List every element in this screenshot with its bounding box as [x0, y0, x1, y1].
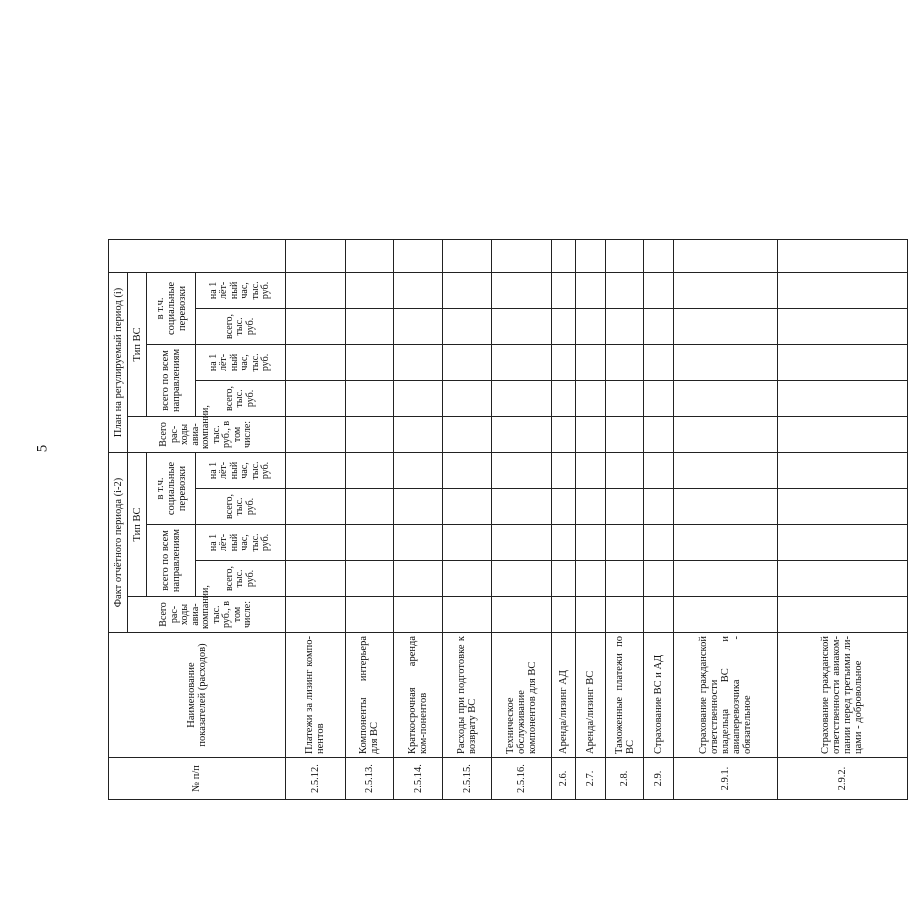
empty-cell [576, 561, 606, 597]
plan-soc-hour-header: на 1 лёт-ный час, тыс. руб. [196, 272, 286, 308]
table-row [777, 239, 907, 799]
table-row [606, 239, 644, 799]
empty-cell [777, 380, 907, 416]
empty-cell [777, 272, 907, 308]
empty-cell [644, 272, 674, 308]
empty-cell [644, 239, 674, 272]
empty-cell [644, 308, 674, 344]
empty-cell [606, 452, 644, 488]
empty-cell [285, 344, 345, 380]
empty-cell [394, 272, 443, 308]
name-header: Наименование показателей (расходов) [109, 633, 286, 758]
empty-cell [285, 380, 345, 416]
empty-cell [777, 416, 907, 452]
row-name: Страхование ВС и АД [644, 633, 674, 758]
rotated-table-frame [108, 240, 908, 800]
empty-cell [777, 239, 907, 272]
empty-cell [394, 308, 443, 344]
empty-cell [606, 272, 644, 308]
fact-social-header: в т.ч. социальные перевозки [147, 452, 196, 524]
empty-cell [674, 239, 777, 272]
empty-cell [492, 525, 552, 561]
plan-social-header: в т.ч. социальные перевозки [147, 272, 196, 344]
empty-cell [345, 452, 394, 488]
empty-cell [285, 416, 345, 452]
empty-cell [777, 597, 907, 633]
empty-cell [443, 308, 492, 344]
plan-all-hour-header: на 1 лёт-ный час, тыс. руб. [196, 344, 286, 380]
empty-cell [576, 525, 606, 561]
plan-soc-total-header: всего, тыс. руб. [196, 308, 286, 344]
num-header: № п/п [109, 758, 286, 800]
fact-type-header: Тип ВС [128, 452, 147, 596]
fact-header: Факт отчётного периода (i-2) [109, 452, 128, 632]
empty-cell [443, 561, 492, 597]
empty-cell [285, 489, 345, 525]
empty-cell [443, 489, 492, 525]
empty-cell [777, 489, 907, 525]
empty-cell [443, 597, 492, 633]
empty-cell [285, 525, 345, 561]
table-row [443, 239, 492, 799]
empty-cell [606, 380, 644, 416]
table-body [285, 239, 907, 799]
empty-cell [345, 416, 394, 452]
empty-cell [492, 416, 552, 452]
empty-cell [443, 272, 492, 308]
empty-cell [552, 239, 576, 272]
empty-cell [777, 344, 907, 380]
expense-table [108, 239, 908, 800]
row-name: Аренда/лизинг ВС [576, 633, 606, 758]
empty-cell [674, 597, 777, 633]
empty-cell [552, 308, 576, 344]
plan-all-total-header: всего, тыс. руб. [196, 380, 286, 416]
empty-cell [552, 489, 576, 525]
empty-cell [552, 380, 576, 416]
row-name: Таможенные платежи по ВС [606, 633, 644, 758]
row-code: 2.5.15. [443, 758, 492, 800]
fact-total-header: Всего рас-ходы авиа-компании, тыс. руб., в том числе: [128, 597, 286, 633]
empty-cell [285, 239, 345, 272]
empty-cell [345, 308, 394, 344]
row-name: Платежи за лизинг компо-нентов [285, 633, 345, 758]
empty-cell [345, 489, 394, 525]
empty-cell [285, 561, 345, 597]
empty-cell [492, 561, 552, 597]
empty-cell [674, 344, 777, 380]
empty-cell [606, 344, 644, 380]
empty-cell [777, 525, 907, 561]
empty-cell [552, 416, 576, 452]
empty-cell [674, 272, 777, 308]
empty-cell [492, 239, 552, 272]
empty-cell [552, 597, 576, 633]
fact-soc-hour-header: на 1 лёт-ный час, тыс. руб. [196, 452, 286, 488]
empty-cell [777, 452, 907, 488]
empty-cell [492, 452, 552, 488]
empty-cell [394, 452, 443, 488]
empty-cell [606, 597, 644, 633]
blank-header [109, 239, 286, 272]
empty-cell [606, 489, 644, 525]
empty-cell [345, 344, 394, 380]
table-row [285, 239, 345, 799]
table-row [576, 239, 606, 799]
empty-cell [674, 380, 777, 416]
empty-cell [394, 597, 443, 633]
empty-cell [644, 380, 674, 416]
empty-cell [576, 239, 606, 272]
empty-cell [492, 380, 552, 416]
empty-cell [443, 525, 492, 561]
empty-cell [394, 416, 443, 452]
row-code: 2.5.14. [394, 758, 443, 800]
empty-cell [576, 452, 606, 488]
row-code: 2.9.1. [674, 758, 777, 800]
empty-cell [492, 344, 552, 380]
empty-cell [674, 489, 777, 525]
empty-cell [606, 308, 644, 344]
empty-cell [777, 308, 907, 344]
row-code: 2.9.2. [777, 758, 907, 800]
row-code: 2.9. [644, 758, 674, 800]
row-code: 2.8. [606, 758, 644, 800]
empty-cell [644, 525, 674, 561]
empty-cell [552, 272, 576, 308]
plan-header: План на регулируемый период (i) [109, 272, 128, 452]
empty-cell [576, 380, 606, 416]
empty-cell [443, 452, 492, 488]
plan-all-dir-header: всего по всем направлениям [147, 344, 196, 416]
empty-cell [552, 452, 576, 488]
empty-cell [285, 308, 345, 344]
empty-cell [674, 416, 777, 452]
empty-cell [443, 239, 492, 272]
table-row [492, 239, 552, 799]
page-number: 5 [34, 444, 51, 453]
empty-cell [674, 452, 777, 488]
plan-total-header: Всего рас-ходы авиа-компании, тыс. руб., в том числе: [128, 416, 286, 452]
empty-cell [394, 489, 443, 525]
plan-type-header: Тип ВС [128, 272, 147, 416]
empty-cell [552, 561, 576, 597]
row-name: Техническое обслуживание компонентов для ВС [492, 633, 552, 758]
empty-cell [674, 561, 777, 597]
empty-cell [576, 344, 606, 380]
row-code: 2.6. [552, 758, 576, 800]
fact-all-hour-header: на 1 лёт-ный час, тыс. руб. [196, 525, 286, 561]
empty-cell [394, 380, 443, 416]
empty-cell [345, 380, 394, 416]
row-code: 2.7. [576, 758, 606, 800]
table-row [674, 239, 777, 799]
row-code: 2.5.16. [492, 758, 552, 800]
empty-cell [345, 597, 394, 633]
empty-cell [644, 416, 674, 452]
fact-all-total-header: всего, тыс. руб. [196, 561, 286, 597]
fact-soc-total-header: всего, тыс. руб. [196, 489, 286, 525]
empty-cell [285, 272, 345, 308]
empty-cell [576, 308, 606, 344]
row-name: Краткосрочная аренда ком-понентов [394, 633, 443, 758]
empty-cell [644, 344, 674, 380]
empty-cell [644, 597, 674, 633]
table-row [644, 239, 674, 799]
empty-cell [674, 525, 777, 561]
empty-cell [552, 344, 576, 380]
empty-cell [492, 597, 552, 633]
empty-cell [576, 416, 606, 452]
row-code: 2.5.13. [345, 758, 394, 800]
empty-cell [576, 272, 606, 308]
empty-cell [606, 416, 644, 452]
row-name: Аренда/лизинг АД [552, 633, 576, 758]
empty-cell [443, 416, 492, 452]
empty-cell [576, 597, 606, 633]
header-row-1 [109, 239, 128, 799]
empty-cell [394, 525, 443, 561]
table-row [345, 239, 394, 799]
row-name: Компоненты интерьера для ВС [345, 633, 394, 758]
empty-cell [394, 561, 443, 597]
empty-cell [394, 344, 443, 380]
fact-all-dir-header: всего по всем направлениям [147, 525, 196, 597]
empty-cell [345, 272, 394, 308]
empty-cell [285, 452, 345, 488]
table-row [394, 239, 443, 799]
empty-cell [443, 380, 492, 416]
empty-cell [345, 239, 394, 272]
empty-cell [606, 525, 644, 561]
row-code: 2.5.12. [285, 758, 345, 800]
empty-cell [345, 561, 394, 597]
empty-cell [552, 525, 576, 561]
empty-cell [443, 344, 492, 380]
row-name: Страхование гражданской ответственности владельца ВС и авиаперевозчика - обязательное [674, 633, 777, 758]
empty-cell [644, 489, 674, 525]
empty-cell [644, 452, 674, 488]
empty-cell [606, 239, 644, 272]
row-name: Страхование гражданской ответственности авиаком-пании перед третьими ли-цами - добровольное [777, 633, 907, 758]
empty-cell [644, 561, 674, 597]
row-name: Расходы при подготовке к возврату ВС [443, 633, 492, 758]
empty-cell [492, 272, 552, 308]
empty-cell [777, 561, 907, 597]
empty-cell [576, 489, 606, 525]
empty-cell [285, 597, 345, 633]
empty-cell [492, 308, 552, 344]
empty-cell [345, 525, 394, 561]
empty-cell [674, 308, 777, 344]
empty-cell [492, 489, 552, 525]
table-row [552, 239, 576, 799]
empty-cell [606, 561, 644, 597]
empty-cell [394, 239, 443, 272]
